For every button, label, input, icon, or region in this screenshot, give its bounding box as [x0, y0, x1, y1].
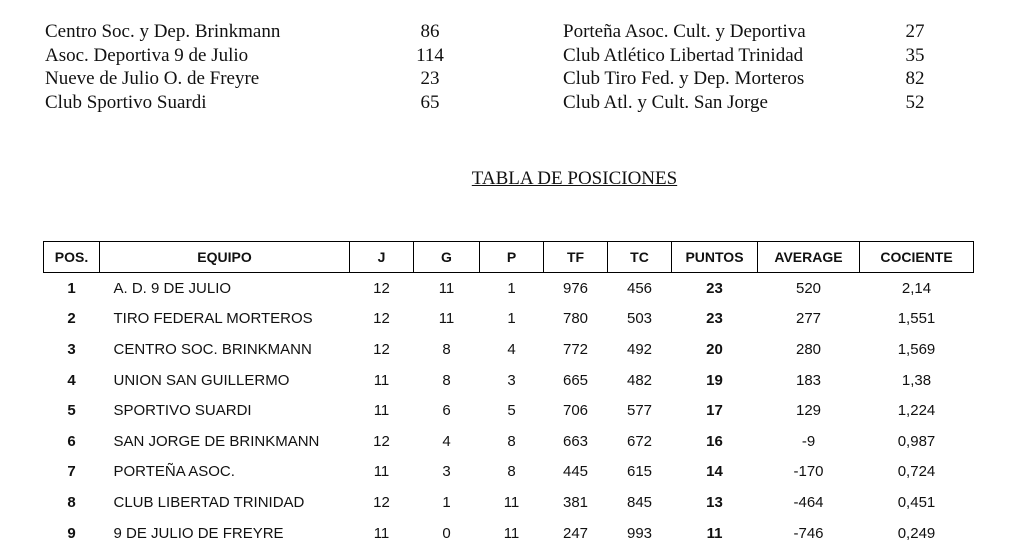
- table-row: [44, 487, 974, 518]
- table-row: [44, 457, 974, 488]
- cell-pos: 7: [67, 463, 76, 481]
- cell-tf: 445: [562, 463, 589, 481]
- cell-tc: 615: [626, 463, 653, 481]
- column-header: J: [350, 242, 414, 273]
- cell-pts: 13: [706, 493, 723, 511]
- cell-pts: 23: [706, 310, 723, 328]
- cell-average: -9: [801, 432, 816, 450]
- result-score: 86: [420, 21, 440, 42]
- cell-team: SPORTIVO SUARDI: [113, 402, 252, 420]
- cell-g: 3: [442, 463, 451, 481]
- cell-tc: 845: [626, 493, 653, 511]
- cell-cociente: 0,987: [897, 432, 936, 450]
- cell-g: 0: [442, 524, 451, 542]
- result-score: 65: [420, 91, 440, 113]
- cell-average: 520: [795, 279, 822, 297]
- cell-g: 1: [442, 493, 451, 511]
- cell-p: 1: [507, 279, 516, 297]
- cell-g: 8: [442, 340, 451, 358]
- cell-j: 12: [373, 310, 390, 328]
- cell-tc: 993: [626, 524, 653, 542]
- cell-g: 11: [438, 310, 455, 328]
- result-score: 23: [420, 68, 440, 89]
- cell-tc: 482: [626, 371, 653, 389]
- result-row: [45, 44, 505, 68]
- cell-team: SAN JORGE DE BRINKMANN: [113, 432, 320, 450]
- result-row: [45, 20, 505, 44]
- table-row: [44, 334, 974, 365]
- cell-tf: 665: [562, 371, 589, 389]
- table-header-row: [44, 242, 974, 273]
- cell-average: 129: [795, 402, 822, 420]
- results-right-column: [563, 20, 983, 114]
- result-score: 27: [905, 21, 925, 42]
- cell-tc: 672: [626, 432, 653, 450]
- cell-team: CLUB LIBERTAD TRINIDAD: [113, 493, 305, 511]
- cell-pts: 14: [706, 463, 723, 481]
- column-header: EQUIPO: [100, 242, 350, 273]
- table-row: [44, 365, 974, 396]
- result-team: Nueve de Julio O. de Freyre: [45, 68, 260, 89]
- result-team: Porteña Asoc. Cult. y Deportiva: [563, 21, 806, 42]
- result-score: 114: [416, 44, 444, 66]
- cell-tc: 577: [626, 402, 653, 420]
- cell-cociente: 1,224: [897, 402, 936, 420]
- cell-pts: 19: [706, 371, 723, 389]
- cell-pos: 4: [67, 371, 76, 389]
- cell-j: 11: [373, 371, 390, 389]
- result-team: Club Tiro Fed. y Dep. Morteros: [563, 68, 805, 89]
- cell-pos: 8: [67, 493, 76, 511]
- cell-p: 5: [507, 402, 516, 420]
- table-row: [44, 426, 974, 457]
- cell-tf: 772: [562, 340, 589, 358]
- result-row: [563, 67, 983, 91]
- table-row: [44, 304, 974, 335]
- table-body: [44, 273, 974, 549]
- column-header: POS.: [44, 242, 100, 273]
- result-team: Club Atl. y Cult. San Jorge: [563, 91, 768, 113]
- result-row: [45, 91, 505, 115]
- cell-g: 4: [442, 432, 451, 450]
- cell-cociente: 1,569: [897, 340, 936, 358]
- result-team: Club Atlético Libertad Trinidad: [563, 44, 804, 66]
- cell-team: A. D. 9 DE JULIO: [113, 279, 232, 297]
- cell-cociente: 1,38: [901, 371, 932, 389]
- cell-tf: 780: [562, 310, 589, 328]
- cell-average: 277: [795, 310, 822, 328]
- cell-pos: 9: [67, 524, 76, 542]
- cell-tf: 381: [562, 493, 589, 511]
- cell-pts: 20: [706, 340, 723, 358]
- result-row: [563, 44, 983, 68]
- cell-g: 8: [442, 371, 451, 389]
- result-score: 52: [905, 91, 925, 113]
- cell-g: 6: [442, 402, 451, 420]
- column-header: PUNTOS: [672, 242, 758, 273]
- column-header: TF: [544, 242, 608, 273]
- section-title-wrapper: [0, 168, 1024, 190]
- cell-cociente: 1,551: [897, 310, 936, 328]
- cell-team: 9 DE JULIO DE FREYRE: [113, 524, 284, 542]
- cell-average: -746: [793, 524, 824, 542]
- result-score: 82: [905, 68, 925, 89]
- column-header: G: [414, 242, 480, 273]
- cell-pos: 6: [67, 432, 76, 450]
- cell-j: 11: [373, 524, 390, 542]
- cell-average: -170: [793, 463, 824, 481]
- cell-p: 3: [507, 371, 516, 389]
- cell-team: UNION SAN GUILLERMO: [113, 371, 290, 389]
- result-team: Centro Soc. y Dep. Brinkmann: [45, 21, 281, 42]
- table-row: [44, 518, 974, 549]
- cell-pts: 16: [706, 432, 723, 450]
- cell-p: 11: [503, 524, 520, 542]
- cell-tf: 247: [562, 524, 589, 542]
- cell-average: 183: [795, 371, 822, 389]
- cell-g: 11: [438, 279, 455, 297]
- cell-p: 8: [507, 432, 516, 450]
- cell-pts: 17: [706, 402, 723, 420]
- cell-p: 4: [507, 340, 516, 358]
- section-title: TABLA DE POSICIONES: [471, 168, 678, 189]
- cell-pts: 11: [706, 524, 723, 542]
- cell-j: 11: [373, 402, 390, 420]
- table-row: [44, 273, 974, 304]
- result-row: [563, 20, 983, 44]
- cell-team: PORTEÑA ASOC.: [113, 463, 235, 481]
- cell-p: 11: [503, 493, 520, 511]
- cell-j: 12: [373, 432, 390, 450]
- result-score: 35: [905, 44, 925, 66]
- cell-cociente: 0,451: [897, 493, 936, 511]
- cell-tf: 663: [562, 432, 589, 450]
- cell-j: 12: [373, 279, 390, 297]
- cell-tc: 456: [626, 279, 653, 297]
- cell-tc: 492: [626, 340, 653, 358]
- cell-cociente: 0,249: [897, 524, 936, 542]
- table-row: [44, 395, 974, 426]
- cell-p: 1: [507, 310, 516, 328]
- cell-pos: 2: [67, 310, 76, 328]
- result-row: [563, 91, 983, 115]
- cell-tc: 503: [626, 310, 653, 328]
- column-header: P: [480, 242, 544, 273]
- cell-pts: 23: [706, 279, 723, 297]
- cell-average: 280: [795, 340, 822, 358]
- cell-cociente: 2,14: [901, 279, 932, 297]
- cell-pos: 3: [67, 340, 76, 358]
- cell-pos: 5: [67, 402, 76, 420]
- cell-tf: 706: [562, 402, 589, 420]
- results-left-column: [45, 20, 505, 114]
- cell-j: 12: [373, 493, 390, 511]
- cell-p: 8: [507, 463, 516, 481]
- cell-j: 11: [373, 463, 390, 481]
- result-row: [45, 67, 505, 91]
- cell-team: TIRO FEDERAL MORTEROS: [113, 310, 313, 328]
- cell-cociente: 0,724: [897, 463, 936, 481]
- cell-team: CENTRO SOC. BRINKMANN: [113, 340, 312, 358]
- result-team: Club Sportivo Suardi: [45, 91, 207, 113]
- cell-j: 12: [373, 340, 390, 358]
- result-team: Asoc. Deportiva 9 de Julio: [45, 44, 249, 66]
- column-header: COCIENTE: [860, 242, 974, 273]
- cell-average: -464: [793, 493, 824, 511]
- cell-pos: 1: [67, 279, 76, 297]
- cell-tf: 976: [562, 279, 589, 297]
- column-header: AVERAGE: [758, 242, 860, 273]
- standings-table: [43, 241, 974, 548]
- column-header: TC: [608, 242, 672, 273]
